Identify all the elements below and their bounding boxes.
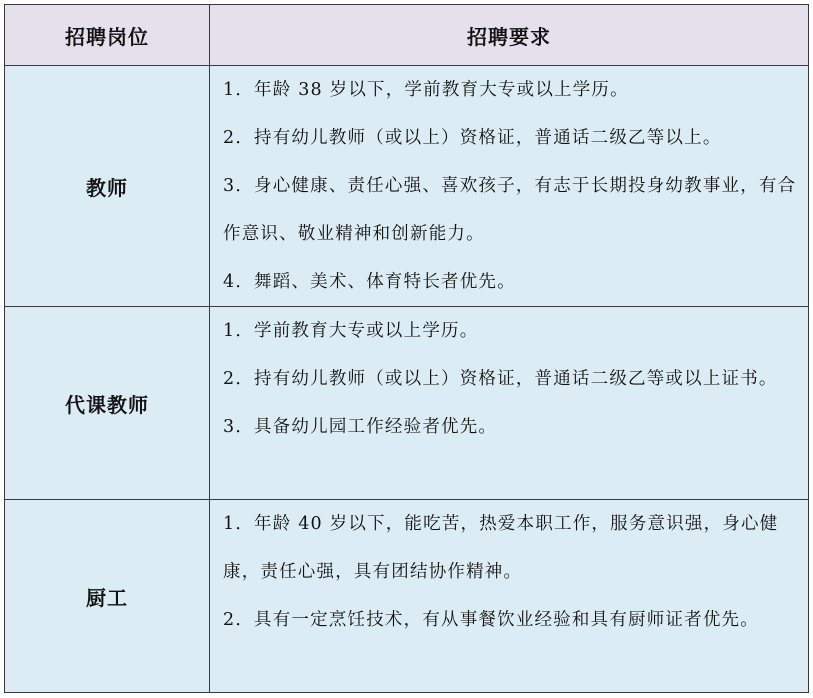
header-requirements: 招聘要求 [210, 5, 809, 66]
requirement-item: 1．年龄 38 岁以下，学前教育大专或以上学历。 [223, 80, 629, 100]
requirement-item: 3．具备幼儿园工作经验者优先。 [223, 417, 498, 437]
requirement-item: 2．具有一定烹饪技术，有从事餐饮业经验和具有厨师证者优先。 [223, 610, 759, 630]
requirement-item: 1．年龄 40 岁以下，能吃苦，热爱本职工作，服务意识强，身心健康，责任心强，具有团结协作精神。 [223, 514, 779, 582]
header-row [5, 5, 809, 66]
requirement-item: 2．持有幼儿教师（或以上）资格证，普通话二级乙等或以上证书。 [223, 369, 778, 389]
requirement-item: 4．舞蹈、美术、体育特长者优先。 [223, 272, 516, 292]
position-cell: 代课教师 [5, 307, 210, 500]
requirement-item: 3．身心健康、责任心强、喜欢孩子，有志于长期投身幼教事业，有合作意识、敬业精神和创新能力。 [223, 176, 797, 244]
requirement-item: 1．学前教育大专或以上学历。 [223, 321, 479, 341]
table-row [5, 500, 809, 693]
recruitment-table [4, 4, 809, 693]
header-position: 招聘岗位 [5, 5, 210, 66]
requirements-cell [210, 66, 809, 307]
requirement-item: 2．持有幼儿教师（或以上）资格证，普通话二级乙等以上。 [223, 128, 722, 148]
requirements-cell [210, 307, 809, 500]
requirements-cell [210, 500, 809, 693]
position-cell: 厨工 [5, 500, 210, 693]
table-row [5, 66, 809, 307]
position-cell: 教师 [5, 66, 210, 307]
table-row [5, 307, 809, 500]
